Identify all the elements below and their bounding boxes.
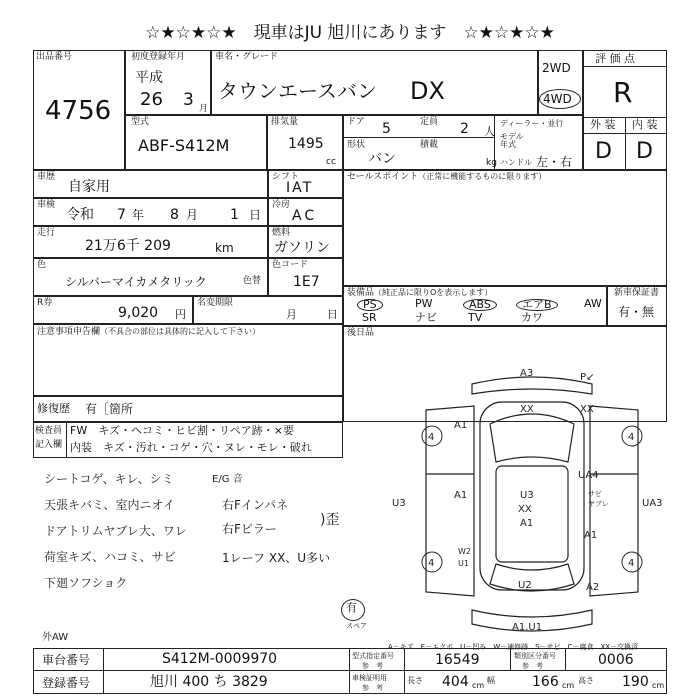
model-year-label: モデル 年式 — [500, 132, 524, 149]
warranty-label: 新車保証書 — [614, 288, 660, 298]
equipment-item: カワ — [521, 311, 543, 324]
shift-value: IAT — [286, 180, 314, 196]
handwritten-note-line: シートコゲ、キレ、シミ — [44, 472, 174, 486]
color-code: 1E7 — [293, 274, 320, 290]
type-cert-value: 16549 — [435, 652, 480, 668]
shape-value: バン — [368, 151, 396, 167]
ext-value: D — [595, 139, 612, 164]
class-value: 0006 — [598, 652, 634, 668]
cert-ref: 参 考 — [362, 684, 383, 692]
handwritten-note-line: 荷室キズ、ハコミ、サビ — [44, 550, 176, 564]
load-label: 積載 — [420, 140, 439, 150]
height-unit: cm — [652, 681, 665, 690]
mark-sabi: サビ — [588, 490, 602, 498]
mark-4-rr: 4 — [628, 558, 635, 569]
diagram-legend: A－キズ E－エクボ U－凹み W－補修跡 S－サビ C－腐食 XX－交換済 — [388, 643, 639, 651]
mileage-value: 21万6千 209 — [85, 238, 171, 254]
fuel-label: 燃料 — [272, 228, 291, 238]
first-reg-era: 平成 — [135, 70, 163, 86]
height-label: 高さ — [578, 676, 594, 685]
inspector-label-2: 記入欄 — [35, 440, 63, 450]
usage-value: 自家用 — [68, 179, 110, 195]
diagram-rear-window — [490, 564, 574, 591]
diagram-windshield — [490, 414, 574, 462]
car-grade: DX — [410, 77, 445, 105]
mark-4-fr: 4 — [628, 432, 635, 443]
equipment-item: AW — [584, 297, 602, 310]
usage-label: 車歴 — [37, 172, 56, 182]
repair-label: 修復歴 — [37, 402, 70, 415]
ac-label: 冷房 — [272, 200, 291, 210]
first-reg-month-unit: 月 — [199, 104, 209, 114]
mark-a1-left: A1 — [454, 490, 468, 501]
registration-label: 登録番号 — [42, 676, 91, 690]
type-cert-label: 型式指定番号 — [352, 652, 394, 660]
mark-a1-front: A1 — [454, 420, 468, 431]
equipment-note: （純正品に限りOを表示します） — [374, 288, 493, 297]
mark-xx-center: XX — [518, 504, 532, 515]
ext-label: 外 装 — [590, 118, 616, 131]
handwritten-right-line: 1レーフ XX、U多い — [222, 551, 331, 565]
repair-box — [33, 396, 343, 422]
equipment-item: エアB — [516, 299, 558, 311]
handle-label: ハンドル — [500, 158, 532, 167]
inspector-label-1: 検査員 — [35, 426, 63, 436]
notes-sub: （不具合の部位は具体的に記入して下さい） — [100, 327, 261, 336]
class-label: 類別区分番号 — [514, 652, 556, 660]
notes-title: 注意事項申告欄 — [37, 327, 101, 337]
mark-a1-center: A1 — [520, 518, 534, 529]
inspector-legend-2: 内装 キズ・汚れ・コゲ・穴・ヌレ・モレ・破れ — [70, 441, 312, 454]
width-value: 166 — [532, 674, 559, 690]
diagram-roof-outline — [472, 377, 592, 394]
handwritten-bracket: )歪 — [320, 512, 340, 528]
chassis-label: 車台番号 — [42, 653, 91, 667]
spare-mark: 有 — [346, 601, 357, 614]
mark-p: P↙ — [580, 372, 595, 383]
first-reg-month: 3 — [183, 90, 194, 110]
handwritten-right-line: E/G 音 — [212, 474, 243, 485]
handwritten-right-line: 右Fピラー — [222, 522, 277, 536]
mark-ua4: UA4 — [578, 470, 599, 481]
header-banner: ☆★☆★☆★ 現車はJU 旭川にあります ☆★☆★☆★ — [145, 23, 555, 43]
equipment-item: SR — [362, 311, 377, 324]
sales-box — [343, 170, 667, 286]
doors-value: 5 — [382, 121, 391, 137]
mark-u1: U1 — [458, 559, 469, 568]
recycle-date-label: 名変期限 — [197, 298, 234, 308]
inspection-era: 令和 — [66, 207, 94, 223]
mileage-unit: km — [215, 241, 234, 255]
load-unit: kg — [486, 158, 497, 168]
recycle-label: R券 — [37, 298, 53, 308]
handwritten-extra: 外AW — [42, 632, 69, 643]
shift-label: シフト — [272, 172, 300, 182]
width-unit: cm — [562, 681, 575, 690]
mark-xx-right: XX — [580, 404, 594, 415]
mark-a2: A2 — [586, 582, 600, 593]
equipment-item: PW — [415, 297, 433, 310]
color-swap-label: 色替 — [243, 276, 262, 286]
width-label: 幅 — [487, 676, 495, 685]
color-code-label: 色コード — [272, 260, 309, 270]
mileage-label: 走行 — [37, 228, 56, 238]
displacement-label: 排気量 — [271, 117, 299, 127]
recycle-unit: 円 — [175, 308, 186, 321]
handwritten-note-line: 天張キバミ、室内ニオイ — [44, 498, 175, 512]
recycle-date-d: 日 — [327, 308, 338, 321]
displacement-unit: cc — [326, 157, 336, 167]
mark-u2: U2 — [518, 580, 532, 591]
rating-value: R — [613, 76, 633, 109]
color-label: 色 — [37, 260, 47, 270]
spare-label: スペア — [346, 622, 367, 630]
type-cert-ref: 参 考 — [362, 662, 383, 670]
class-ref: 参 考 — [522, 662, 543, 670]
inspection-label: 車検 — [37, 200, 56, 210]
inspection-m: 8 — [170, 207, 179, 223]
mark-u3-center: U3 — [520, 490, 534, 501]
inspection-d: 1 — [230, 207, 239, 223]
fuel-value: ガソリン — [274, 240, 330, 256]
drive-4wd: 4WD — [543, 92, 572, 106]
int-label: 内 装 — [632, 118, 658, 131]
mark-4-fl: 4 — [428, 432, 435, 443]
height-value: 190 — [622, 674, 649, 690]
warranty-value: 有・無 — [618, 305, 655, 319]
int-value: D — [636, 139, 653, 164]
handwritten-note-line: ドアトリムヤブレ大、ワレ — [44, 524, 187, 538]
equipment-item: TV — [468, 311, 483, 324]
inspection-y: 7 — [117, 207, 126, 223]
length-value: 404 — [442, 674, 469, 690]
color-value: シルバーマイカメタリック — [65, 275, 207, 289]
handwritten-right-line: 右Fインパネ — [222, 498, 289, 512]
damage-diagram — [392, 362, 672, 650]
recycle-box — [33, 296, 193, 324]
handle-value: 左・右 — [536, 155, 573, 169]
repair-value: 有［箇所 — [85, 402, 134, 416]
inspection-y-unit: 年 — [132, 208, 145, 222]
shape-label: 形状 — [347, 140, 366, 150]
car-name: タウンエースバン — [218, 79, 377, 103]
registration-value: 旭川 400 ち 3829 — [150, 674, 268, 690]
recycle-value: 9,020 — [118, 305, 159, 321]
first-reg-label: 初度登録年月 — [131, 52, 186, 62]
equipment-item: PS — [357, 299, 383, 311]
doors-label: ドア — [347, 117, 365, 127]
length-unit: cm — [472, 681, 485, 690]
sales-title: セールスポイント — [347, 172, 419, 182]
capacity-unit: 人 — [484, 125, 495, 138]
mark-w2: W2 — [458, 547, 471, 556]
length-label: 長さ — [407, 676, 423, 685]
model-label: 型式 — [131, 117, 150, 127]
equipment-item: ABS — [463, 299, 497, 311]
sales-label — [347, 172, 546, 182]
capacity-label: 定員 — [420, 117, 439, 127]
drive-2wd: 2WD — [542, 61, 571, 75]
rating-label: 評 価 点 — [595, 52, 635, 65]
chassis-value: S412M-0009970 — [162, 651, 278, 667]
diagram-roof — [496, 466, 568, 562]
capacity-value: 2 — [460, 121, 469, 137]
mark-bottom: A1.U1 — [512, 622, 543, 633]
model-value: ABF-S412M — [138, 136, 230, 155]
dealer-label: ディーラー・並行 — [500, 119, 564, 128]
mark-xx-front: XX — [520, 404, 534, 415]
mark-ua3: UA3 — [642, 498, 663, 509]
mark-4-rl: 4 — [428, 558, 435, 569]
inspector-legend-1: FW キズ・ヘコミ・ヒビ割・リペア跡・×要 — [70, 424, 294, 437]
after-fit-label: 後日品 — [347, 328, 375, 338]
mark-u3-left: U3 — [392, 498, 406, 509]
notes-label — [37, 327, 260, 337]
mark-a3: A3 — [520, 368, 534, 379]
inspection-d-unit: 日 — [249, 208, 262, 222]
handwritten-bracket-text: 歪 — [325, 512, 340, 528]
mark-a1-right: A1 — [584, 530, 598, 541]
cert-label: 車検証明用 — [352, 674, 387, 682]
ac-value: AC — [292, 208, 318, 224]
car-name-label: 車名・グレード — [215, 52, 279, 62]
sales-note: （正常に機能するものに限ります） — [418, 172, 547, 181]
mark-yabure: ヤブレ — [588, 500, 609, 508]
inspection-m-unit: 月 — [186, 208, 199, 222]
displacement-value: 1495 — [288, 136, 324, 152]
equipment-title: 装備品 — [347, 288, 375, 298]
lot-label: 出品番号 — [36, 52, 73, 62]
recycle-date-m: 月 — [286, 308, 297, 321]
equipment-item: ナビ — [415, 311, 437, 324]
first-reg-year: 26 — [140, 89, 163, 110]
lot-number: 4756 — [45, 96, 112, 126]
handwritten-note-line: 下廻ソフショク — [44, 576, 128, 590]
